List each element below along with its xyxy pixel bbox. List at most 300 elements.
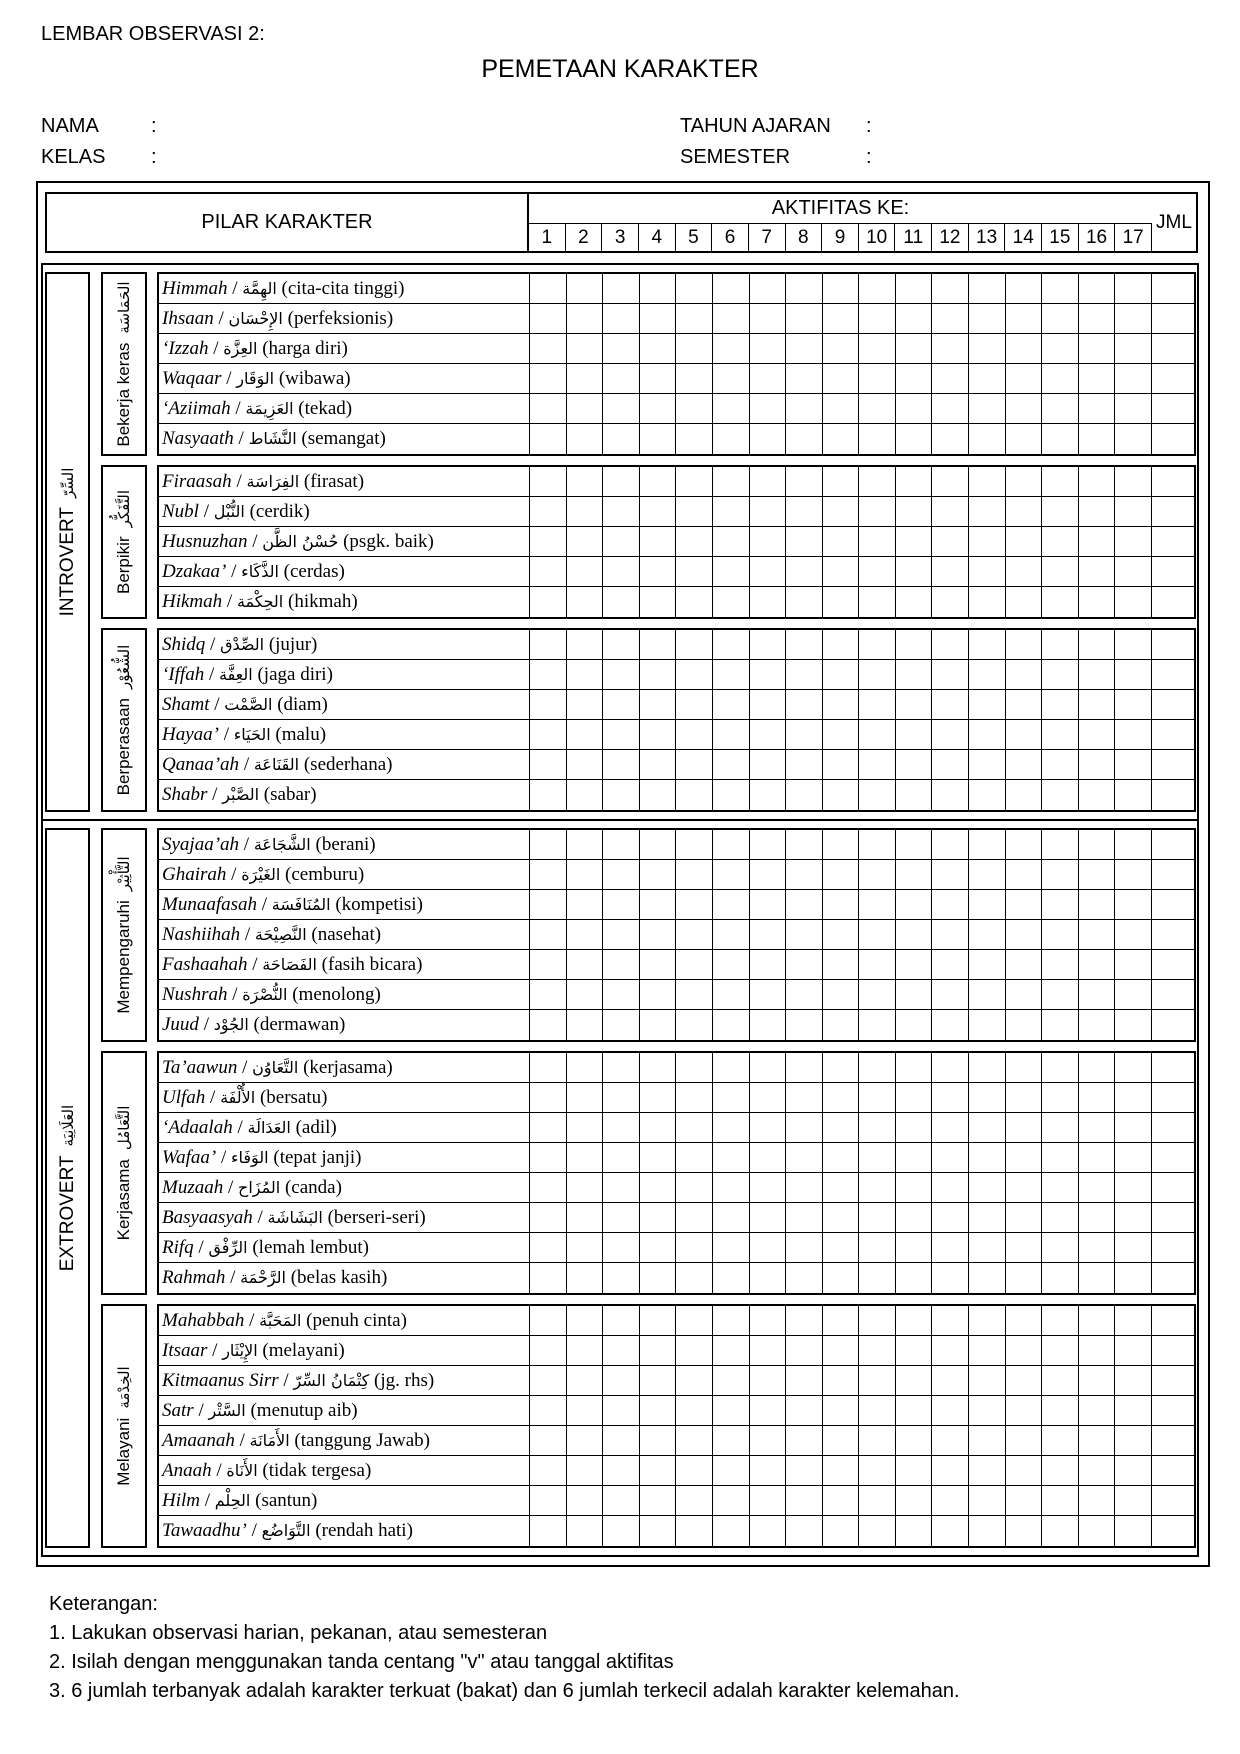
activity-cell xyxy=(1042,304,1079,333)
activity-cell xyxy=(603,1173,640,1202)
activity-cell xyxy=(1079,920,1116,949)
character-name-arabic: القَنَاعَة xyxy=(253,755,300,774)
activity-cell xyxy=(896,1053,933,1082)
character-name-cell xyxy=(159,527,530,556)
character-name-arabic: المَحَبَّة xyxy=(259,1311,302,1330)
activity-cell xyxy=(786,334,823,363)
activity-cell xyxy=(1042,587,1079,617)
total-cell xyxy=(1152,424,1194,454)
activity-cell xyxy=(896,690,933,719)
activity-cell xyxy=(567,424,604,454)
activity-cell xyxy=(823,1143,860,1172)
activity-cell xyxy=(1042,750,1079,779)
tahun-ajaran-label: TAHUN AJARAN xyxy=(680,115,831,137)
activity-cell xyxy=(530,394,567,423)
activity-cell xyxy=(1115,750,1152,779)
activity-cell xyxy=(640,1306,677,1335)
activity-cell xyxy=(530,920,567,949)
character-name-latin: Rifq xyxy=(162,1237,194,1258)
character-meaning: (fasih bicara) xyxy=(321,954,423,975)
activity-cell xyxy=(676,1336,713,1365)
activity-cell xyxy=(896,1336,933,1365)
character-name-latin: Amaanah xyxy=(162,1430,235,1451)
activity-cell xyxy=(1042,1083,1079,1112)
activity-cell xyxy=(823,860,860,889)
activity-cell xyxy=(530,467,567,496)
sheet-label: LEMBAR OBSERVASI 2: xyxy=(41,23,265,45)
notes-title: Keterangan: xyxy=(49,1593,158,1615)
character-name-arabic: النُّبْل xyxy=(213,502,245,521)
activity-cell xyxy=(1006,587,1043,617)
activity-cell xyxy=(603,830,640,859)
activity-cell xyxy=(1079,1336,1116,1365)
activity-cell xyxy=(1115,497,1152,526)
activity-cell xyxy=(786,720,823,749)
activity-cell xyxy=(1042,334,1079,363)
activity-cell xyxy=(1079,830,1116,859)
activity-cell xyxy=(823,720,860,749)
activity-cell xyxy=(1042,274,1079,303)
activity-cell xyxy=(932,1486,969,1515)
character-meaning: (cita-cita tinggi) xyxy=(281,278,405,299)
activity-cell xyxy=(932,394,969,423)
activity-cell xyxy=(932,950,969,979)
section-label-arabic: السِّرّ xyxy=(58,467,77,498)
character-name-latin: Anaah xyxy=(162,1460,212,1481)
character-name-arabic: الوَفَاء xyxy=(230,1148,269,1167)
activity-cell xyxy=(896,1306,933,1335)
character-row xyxy=(159,497,1194,527)
activity-cell xyxy=(640,304,677,333)
activity-cell xyxy=(896,527,933,556)
character-name-arabic: الجُوْد xyxy=(213,1015,249,1034)
activity-cell xyxy=(603,587,640,617)
activity-cell xyxy=(530,1263,567,1293)
activity-cell xyxy=(640,527,677,556)
group-label-text xyxy=(113,856,135,1013)
activity-cell xyxy=(676,1010,713,1040)
activity-cell xyxy=(859,1233,896,1262)
activity-cell xyxy=(676,830,713,859)
activity-cell xyxy=(750,1173,787,1202)
activity-cell xyxy=(567,950,604,979)
activity-cell xyxy=(823,424,860,454)
activity-cell xyxy=(1115,1053,1152,1082)
activity-number-header: 5 xyxy=(676,224,713,251)
activity-cell xyxy=(1042,467,1079,496)
total-cell xyxy=(1152,467,1194,496)
activity-cell xyxy=(640,660,677,689)
total-cell xyxy=(1152,830,1194,859)
activity-cell xyxy=(530,780,567,810)
activity-cell xyxy=(1042,920,1079,949)
activity-cell xyxy=(1079,1143,1116,1172)
activity-cell xyxy=(640,1053,677,1082)
activity-cell xyxy=(969,394,1006,423)
activity-cell xyxy=(1006,890,1043,919)
activity-cell xyxy=(896,304,933,333)
character-name-cell xyxy=(159,1426,530,1455)
activity-cell xyxy=(786,557,823,586)
activity-cell xyxy=(823,1486,860,1515)
activity-cell xyxy=(786,890,823,919)
activity-cell xyxy=(640,1516,677,1546)
activity-cell xyxy=(1006,1113,1043,1142)
activity-cell xyxy=(823,1233,860,1262)
activity-cell xyxy=(1115,780,1152,810)
activity-cell xyxy=(1042,1053,1079,1082)
activity-cell xyxy=(640,1203,677,1232)
activity-cell xyxy=(823,1113,860,1142)
character-name-latin: ‘Izzah xyxy=(162,338,209,359)
activity-cell xyxy=(1115,424,1152,454)
character-name-arabic: العِفَّة xyxy=(219,665,253,684)
activity-cell xyxy=(676,1083,713,1112)
activity-cell xyxy=(676,1053,713,1082)
activity-cell xyxy=(1115,394,1152,423)
activity-cell xyxy=(603,1396,640,1425)
activity-cell xyxy=(896,587,933,617)
activity-cell xyxy=(603,1053,640,1082)
activity-cell xyxy=(859,334,896,363)
activity-cell xyxy=(713,890,750,919)
jml-header: JML xyxy=(1156,211,1192,233)
activity-cell xyxy=(567,720,604,749)
activity-cell xyxy=(713,1306,750,1335)
character-meaning: (kompetisi) xyxy=(335,894,423,915)
activity-cell xyxy=(567,830,604,859)
activity-cell xyxy=(640,630,677,659)
group-label-text xyxy=(113,281,135,446)
activity-cell xyxy=(640,467,677,496)
activity-cell xyxy=(1006,364,1043,393)
activity-cell xyxy=(567,394,604,423)
activity-cell xyxy=(859,1173,896,1202)
character-name-arabic: الأَنَاة xyxy=(226,1461,258,1480)
activity-cell xyxy=(713,860,750,889)
activity-cell xyxy=(640,1366,677,1395)
activity-cell xyxy=(1079,527,1116,556)
kelas-row xyxy=(41,142,157,173)
activity-cell xyxy=(567,334,604,363)
character-row xyxy=(159,424,1194,454)
activity-cell xyxy=(1079,1010,1116,1040)
activity-cell xyxy=(640,1143,677,1172)
activity-cell xyxy=(750,334,787,363)
group-list xyxy=(101,828,1196,1548)
activity-cell xyxy=(896,1456,933,1485)
activity-cell xyxy=(969,1173,1006,1202)
activity-cell xyxy=(969,920,1006,949)
activity-cell xyxy=(969,1083,1006,1112)
activity-cell xyxy=(1042,860,1079,889)
activity-cell xyxy=(1042,1306,1079,1335)
character-meaning: (tepat janji) xyxy=(273,1147,362,1168)
activity-cell xyxy=(1006,1143,1043,1172)
activity-cell xyxy=(932,1053,969,1082)
total-cell xyxy=(1152,1456,1194,1485)
activity-cell xyxy=(1042,780,1079,810)
activity-cell xyxy=(640,274,677,303)
character-meaning: (adil) xyxy=(295,1117,337,1138)
activity-cell xyxy=(1006,394,1043,423)
total-cell xyxy=(1152,1336,1194,1365)
activity-cell xyxy=(969,334,1006,363)
name-separator: / xyxy=(223,724,230,745)
activity-number-header: 11 xyxy=(895,224,932,251)
activity-cell xyxy=(713,1263,750,1293)
character-name-arabic: الإِحْسَان xyxy=(228,309,283,328)
total-cell xyxy=(1152,690,1194,719)
activity-cell xyxy=(676,720,713,749)
activity-number-header: 17 xyxy=(1115,224,1152,251)
character-name-arabic: العِزَّة xyxy=(223,339,258,358)
activity-cell xyxy=(969,304,1006,333)
activity-cell xyxy=(603,980,640,1009)
group-grid xyxy=(157,1304,1196,1548)
character-name-arabic: النَّشَاط xyxy=(248,429,297,448)
character-name-cell xyxy=(159,334,530,363)
activity-cell xyxy=(750,364,787,393)
name-separator: / xyxy=(231,561,237,582)
activity-cell xyxy=(1042,660,1079,689)
activity-cell xyxy=(713,780,750,810)
activity-cell xyxy=(1006,1173,1043,1202)
activity-cell xyxy=(530,690,567,719)
activity-cell xyxy=(603,1516,640,1546)
activity-cell xyxy=(676,1486,713,1515)
activity-cell xyxy=(1115,1083,1152,1112)
character-name-arabic: الفِرَاسَة xyxy=(246,472,300,491)
name-separator: / xyxy=(212,784,218,805)
activity-cell xyxy=(676,1113,713,1142)
activity-cell xyxy=(1115,1233,1152,1262)
character-name-arabic: المُنَافَسَة xyxy=(271,895,331,914)
kelas-colon: : xyxy=(151,146,157,168)
activity-cell xyxy=(859,690,896,719)
group-label xyxy=(101,1051,147,1295)
activity-cell xyxy=(567,690,604,719)
character-name-cell xyxy=(159,1486,530,1515)
character-group-berpikir xyxy=(101,465,1196,619)
character-meaning: (semangat) xyxy=(301,428,386,449)
activity-cell xyxy=(823,780,860,810)
activity-cell xyxy=(859,890,896,919)
activity-cell xyxy=(750,274,787,303)
character-name-cell xyxy=(159,467,530,496)
character-name-arabic: حُسْنُ الظَّن xyxy=(262,532,339,551)
character-meaning: (berseri-seri) xyxy=(327,1207,426,1228)
activity-cell xyxy=(676,780,713,810)
character-meaning: (rendah hati) xyxy=(315,1520,413,1541)
total-cell xyxy=(1152,1516,1194,1546)
activity-cell xyxy=(567,1336,604,1365)
sections-container xyxy=(41,263,1199,1557)
character-name-cell xyxy=(159,1173,530,1202)
character-row xyxy=(159,557,1194,587)
tahun-ajaran-row xyxy=(680,111,872,142)
activity-cell xyxy=(859,920,896,949)
activity-cell xyxy=(932,1010,969,1040)
character-row xyxy=(159,690,1194,720)
character-group-kerjasama xyxy=(101,1051,1196,1295)
activity-cell xyxy=(896,1113,933,1142)
character-name-latin: Munaafasah xyxy=(162,894,257,915)
activity-cell xyxy=(713,304,750,333)
activity-cell xyxy=(603,660,640,689)
activity-cell xyxy=(676,1306,713,1335)
character-name-cell xyxy=(159,304,530,333)
character-name-arabic: الهِمَّة xyxy=(242,279,277,298)
activity-cell xyxy=(713,720,750,749)
activity-number-header: 12 xyxy=(932,224,969,251)
activity-cell xyxy=(1115,1486,1152,1515)
character-row xyxy=(159,1396,1194,1426)
activity-cell xyxy=(1079,394,1116,423)
character-row xyxy=(159,527,1194,557)
activity-cell xyxy=(603,274,640,303)
activity-cell xyxy=(567,1366,604,1395)
character-name-arabic: الصِّدْق xyxy=(220,635,265,654)
activity-cell xyxy=(640,1336,677,1365)
activity-cell xyxy=(713,1336,750,1365)
activity-cell xyxy=(676,980,713,1009)
activity-cell xyxy=(567,1456,604,1485)
character-meaning: (hikmah) xyxy=(288,591,358,612)
activity-cell xyxy=(567,1396,604,1425)
activity-cell xyxy=(603,1336,640,1365)
activity-cell xyxy=(1115,1173,1152,1202)
activity-cell xyxy=(1115,950,1152,979)
activity-cell xyxy=(713,394,750,423)
activity-cell xyxy=(750,630,787,659)
activity-cell xyxy=(750,557,787,586)
activity-cell xyxy=(1006,720,1043,749)
activity-cell xyxy=(567,1143,604,1172)
character-name-cell xyxy=(159,557,530,586)
character-row xyxy=(159,860,1194,890)
activity-cell xyxy=(1115,1143,1152,1172)
activity-cell xyxy=(932,830,969,859)
activity-cell xyxy=(530,630,567,659)
semester-label: SEMESTER xyxy=(680,146,791,168)
activity-cell xyxy=(750,1486,787,1515)
name-separator: / xyxy=(227,1177,234,1198)
activity-cell xyxy=(969,1516,1006,1546)
group-label-arabic: الشُّعُوْر xyxy=(115,644,133,690)
activity-cell xyxy=(932,424,969,454)
activity-cell xyxy=(1079,720,1116,749)
activity-cell xyxy=(1042,830,1079,859)
character-name-arabic: التَّعَاوُن xyxy=(252,1058,299,1077)
activity-cell xyxy=(530,1336,567,1365)
activity-cell xyxy=(713,1233,750,1262)
activity-cell xyxy=(969,660,1006,689)
activity-cell xyxy=(750,1456,787,1485)
activity-cell xyxy=(1079,950,1116,979)
activity-cell xyxy=(859,424,896,454)
activity-cell xyxy=(932,1263,969,1293)
activity-cell xyxy=(1042,630,1079,659)
activity-cell xyxy=(750,1306,787,1335)
activity-cell xyxy=(859,274,896,303)
character-name-cell xyxy=(159,1143,530,1172)
activity-cell xyxy=(676,1426,713,1455)
activity-cell xyxy=(530,527,567,556)
activity-cell xyxy=(786,467,823,496)
activity-cell xyxy=(859,1396,896,1425)
activity-cell xyxy=(932,1203,969,1232)
name-separator: / xyxy=(226,368,232,389)
character-name-latin: Hayaa’ xyxy=(162,724,219,745)
total-cell xyxy=(1152,780,1194,810)
group-grid xyxy=(157,465,1196,619)
activity-cell xyxy=(676,1233,713,1262)
character-name-arabic: الغَيْرَة xyxy=(241,865,281,884)
name-separator: / xyxy=(232,278,238,299)
activity-number-header: 6 xyxy=(712,224,749,251)
activity-cell xyxy=(896,364,933,393)
activity-cell xyxy=(896,920,933,949)
activity-cell xyxy=(567,1233,604,1262)
section-label-text xyxy=(57,1105,79,1271)
character-name-arabic: كِتْمَانُ السِّرّ xyxy=(293,1371,370,1390)
activity-cell xyxy=(969,1143,1006,1172)
name-separator: / xyxy=(231,864,237,885)
name-separator: / xyxy=(230,1267,236,1288)
activity-cell xyxy=(713,1396,750,1425)
activity-cell xyxy=(1042,1203,1079,1232)
activity-cell xyxy=(1042,1233,1079,1262)
activity-cell xyxy=(1079,1306,1116,1335)
activity-cell xyxy=(786,424,823,454)
name-separator: / xyxy=(257,1207,263,1228)
character-name-cell xyxy=(159,660,530,689)
character-row xyxy=(159,1456,1194,1486)
activity-cell xyxy=(603,1010,640,1040)
group-label xyxy=(101,1304,147,1548)
activity-cell xyxy=(896,1396,933,1425)
activity-cell xyxy=(896,497,933,526)
total-cell xyxy=(1152,1306,1194,1335)
activity-cell xyxy=(567,1516,604,1546)
activity-cell xyxy=(969,750,1006,779)
name-separator: / xyxy=(232,984,238,1005)
character-row xyxy=(159,1486,1194,1516)
group-label-text xyxy=(113,1106,135,1241)
activity-cell xyxy=(823,557,860,586)
activity-cell xyxy=(1115,304,1152,333)
activity-cell xyxy=(1006,780,1043,810)
activity-cell xyxy=(969,1263,1006,1293)
activity-cell xyxy=(823,1396,860,1425)
activity-cell xyxy=(859,630,896,659)
activity-cell xyxy=(969,1336,1006,1365)
activity-cell xyxy=(676,364,713,393)
activity-cell xyxy=(676,497,713,526)
activity-cell xyxy=(786,1263,823,1293)
activity-cell xyxy=(1079,467,1116,496)
character-row xyxy=(159,830,1194,860)
activity-cell xyxy=(603,1113,640,1142)
total-cell xyxy=(1152,394,1194,423)
character-row xyxy=(159,750,1194,780)
activity-cell xyxy=(1079,424,1116,454)
activity-cell xyxy=(969,950,1006,979)
character-name-latin: Husnuzhan xyxy=(162,531,248,552)
nama-label: NAMA xyxy=(41,115,99,137)
activity-cell xyxy=(823,364,860,393)
